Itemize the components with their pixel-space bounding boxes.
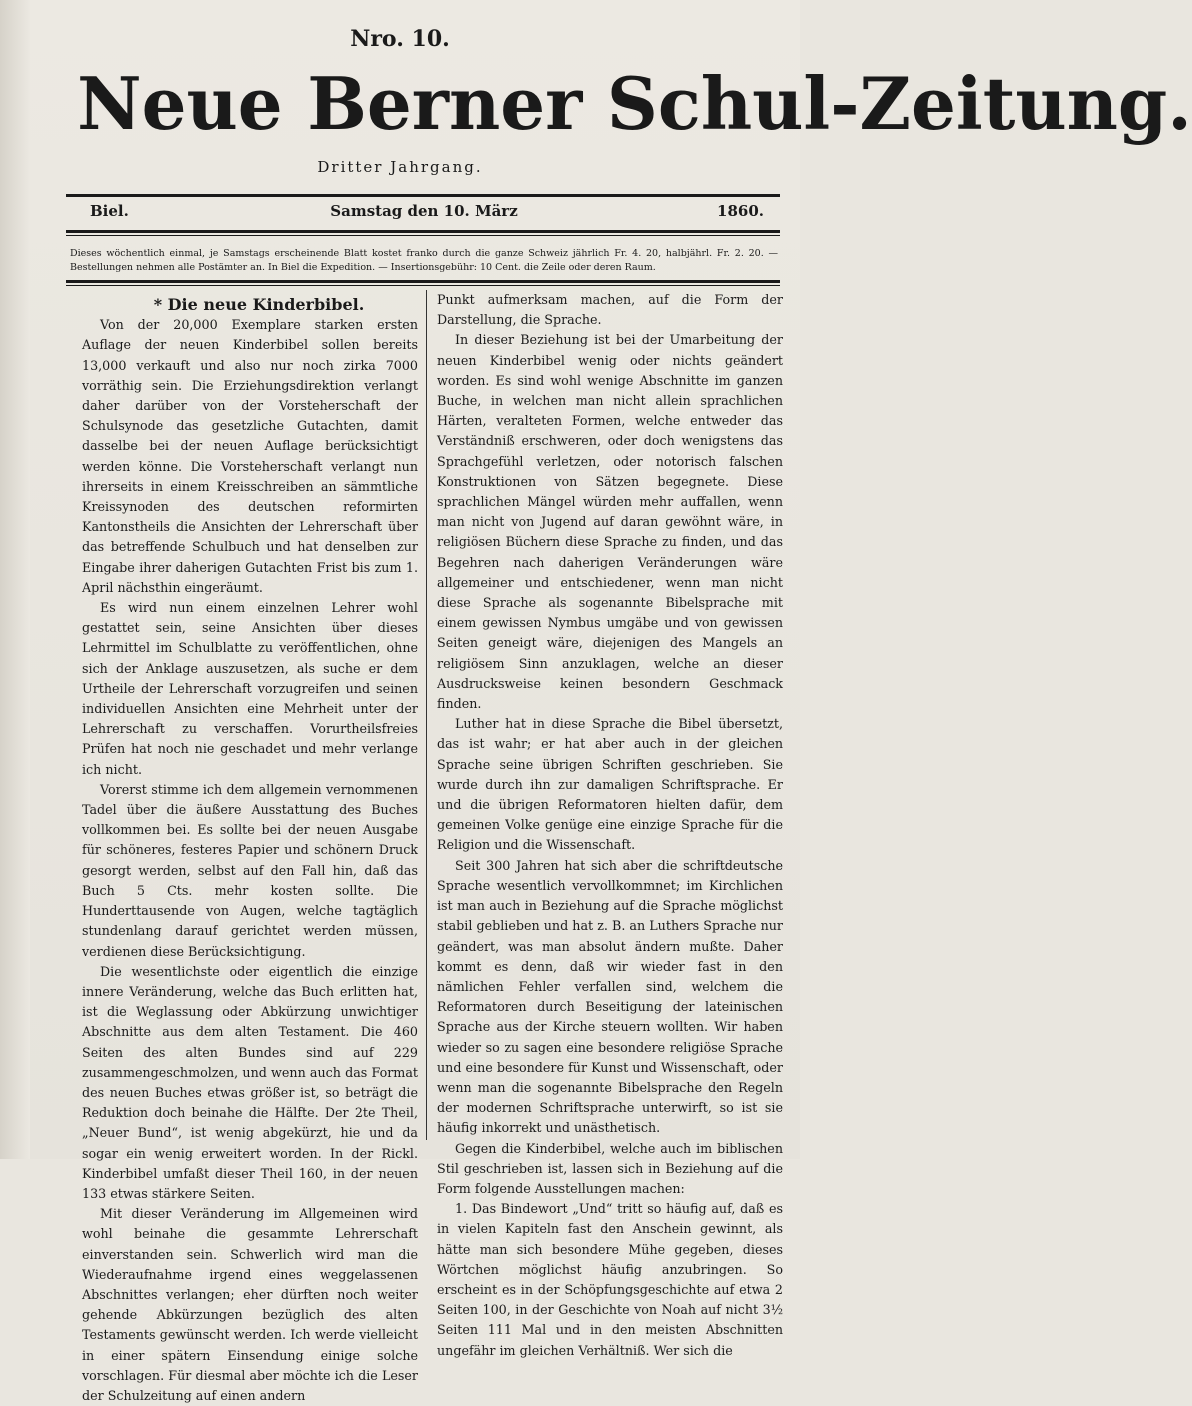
header-rule-bottom — [66, 280, 780, 283]
article-title: * Die neue Kinderbibel. — [153, 295, 365, 314]
header-rule-top — [66, 194, 780, 197]
article-column-left — [82, 295, 418, 1403]
paragraph: In dieser Beziehung ist bei der Umarbeitung der neuen Kinderbibel wenig oder nichts geändert worden. Es sind wohl wenige Abschnitte im ganzen Buche, in welchen man nicht allein sprachlichen Härten, veralteten Formen, welche entweder das Verständniß erschweren, oder doch wenigstens das Sprachgefühl verletzen, oder notorisch falschen Konstruktionen von Sätzen begegnete. Diese sprachlichen Mängel würden mehr auffallen, wenn man nicht von Jugend auf daran gewöhnt wäre, in religiösen Büchern diese Sprache zu finden, und das Begehren nach daherigen Veränderungen wäre allgemeiner und entschiedener, wenn man nicht diese Sprache als sogenannte Bibelsprache mit einem gewissen Nymbus umgäbe und von gewissen Seiten geneigt wäre, diejenigen des Mangels an religiösem Sinn anzuklagen, welche an dieser Ausdrucksweise keinen besondern Geschmack finden. — [437, 332, 783, 712]
paragraph: Es wird nun einem einzelnen Lehrer wohl gestattet sein, seine Ansichten über dieses Lehrmittel im Schulblatte zu veröffentlichen, ohne sich der Anklage auszusetzen, als suche er dem Urtheile der Lehrerschaft vorzugreifen und seinen individuellen Ansichten eine Mehrheit unter der Lehrerschaft zu verschaffen. Vorurtheilsfreies Prüfen hat noch nie geschadet und mehr verlange ich nicht. — [82, 600, 418, 777]
header-rule-middle — [66, 230, 780, 233]
paragraph: 1. Das Bindewort „Und“ tritt so häufig auf, daß es in vielen Kapiteln fast den Anschein gewinnt, als hätte man sich besondere Mühe gegeben, dieses Wörtchen möglichst häufig anzubringen. So erscheint es in der Schöpfungsgeschichte auf etwa 2 Seiten 100, in der Geschichte von Noah auf nicht 3½ Seiten 111 Mal und in den meisten Abschnitten ungefähr im gleichen Verhältniß. Wer sich die — [437, 1201, 783, 1358]
subscription-notice: Dieses wöchentlich einmal, je Samstags erscheinende Blatt kostet franko durch die ganze Schweiz jährlich Fr. 4. 20, halbjährl. Fr. 2. 20. — Bestellungen nehmen alle Postämter an. In Biel die Expedition. — Insertionsgebühr: 10 Cent. die Zeile oder deren Raum. — [70, 248, 778, 273]
paragraph: Seit 300 Jahren hat sich aber die schriftdeutsche Sprache wesentlich vervollkommnet; im Kirchlichen ist man auch in Beziehung auf die Sprache möglichst stabil geblieben und hat z. B. an Luthers Sprache nur geändert, was man absolut ändern mußte. Daher kommt es denn, daß wir wieder fast in den nämlichen Fehler verfallen sind, welchem die Reformatoren durch Beseitigung der lateinischen Sprache aus der Kirche steuern wollten. Wir haben wieder so zu sagen eine besondere religiöse Sprache und eine besondere für Kunst und Wissenschaft, oder wenn man die sogenannte Bibelsprache den Regeln der modernen Schriftsprache unterwirft, so ist sie häufig inkorrekt und unästhetisch. — [437, 857, 783, 1136]
column-divider — [426, 290, 427, 1140]
dateline-date: Samstag den 10. März — [330, 202, 518, 220]
paragraph: Punkt aufmerksam machen, auf die Form der Darstellung, die Sprache. — [437, 292, 783, 328]
dateline — [70, 202, 778, 226]
paragraph: Die wesentlichste oder eigentlich die einzige innere Veränderung, welche das Buch erlitten hat, ist die Weglassung oder Abkürzung unwichtiger Abschnitte aus dem alten Testament. Die 460 Seiten des alten Bundes sind auf 229 zusammengeschmolzen, und wenn auch das Format des neuen Buches etwas größer ist, so beträgt die Reduktion doch beinahe die Hälfte. Der 2te Theil, „Neuer Bund“, ist wenig abgekürzt, hie und da sogar ein wenig erweitert worden. In der Rickl. Kinderbibel umfaßt dieser Theil 160, in der neuen 133 etwas stärkere Seiten. — [82, 963, 418, 1201]
header-rule-middle-thin — [66, 235, 780, 236]
article-column-right — [437, 290, 783, 1358]
paragraph: Von der 20,000 Exemplare starken ersten Auflage der neuen Kinderbibel sollen bereits 13,000 verkauft und also nur noch zirka 7000 vorräthig sein. Die Erziehungsdirektion verlangt daher darüber von der Vorsteherschaft der Schulsynode das gesetzliche Gutachten, damit dasselbe bei der neuen Auflage berücksichtigt werden könne. Die Vorsteherschaft verlangt nun ihrerseits in einem Kreisschreiben an sämmtliche Kreissynoden des deutschen reformirten Kantonstheils die Ansichten der Lehrerschaft über das betreffende Schulbuch und hat denselben zur Eingabe ihrer daherigen Gutachten Frist bis zum 1. April nächsthin eingeräumt. — [82, 317, 418, 595]
volume-subtitle: Dritter Jahrgang. — [317, 158, 483, 176]
dateline-year: 1860. — [717, 202, 764, 220]
paragraph: Luther hat in diese Sprache die Bibel übersetzt, das ist wahr; er hat aber auch in der gleichen Sprache seine übrigen Schriften geschrieben. Sie wurde durch ihn zur damaligen Schriftsprache. Er und die übrigen Reformatoren hielten dafür, dem gemeinen Volke genüge eine einzige Sprache für die Religion und die Wissenschaft. — [437, 716, 783, 853]
paragraph: Vorerst stimme ich dem allgemein vernommenen Tadel über die äußere Ausstattung des Buches vollkommen bei. Es sollte bei der neuen Ausgabe für schöneres, festeres Papier und schönern Druck gesorgt werden, selbst auf den Fall hin, daß das Buch 5 Cts. mehr kosten sollte. Die Hunderttausende von Augen, welche tagtäglich stundenlang darauf gerichtet werden müssen, verdienen diese Berücksichtigung. — [82, 781, 418, 959]
paragraph: Gegen die Kinderbibel, welche auch im biblischen Stil geschrieben ist, lassen sich in Beziehung auf die Form folgende Ausstellungen machen: — [437, 1140, 783, 1196]
issue-number: Nro. 10. — [350, 26, 450, 52]
header-rule-bottom-thin — [66, 285, 780, 286]
dateline-place: Biel. — [90, 202, 129, 220]
masthead-title: Neue Berner Schul-Zeitung. — [77, 61, 1192, 146]
paragraph: Mit dieser Veränderung im Allgemeinen wird wohl beinahe die gesammte Lehrerschaft einverstanden sein. Schwerlich wird man die Wiederaufnahme irgend eines weggelassenen Abschnittes verlangen; eher dürften noch weiter gehende Abkürzungen bezüglich des alten Testaments gewünscht werden. Ich werde vielleicht in einer spätern Einsendung einige solche vorschlagen. Für diesmal aber möchte ich die Leser der Schulzeitung auf einen andern — [82, 1206, 418, 1403]
